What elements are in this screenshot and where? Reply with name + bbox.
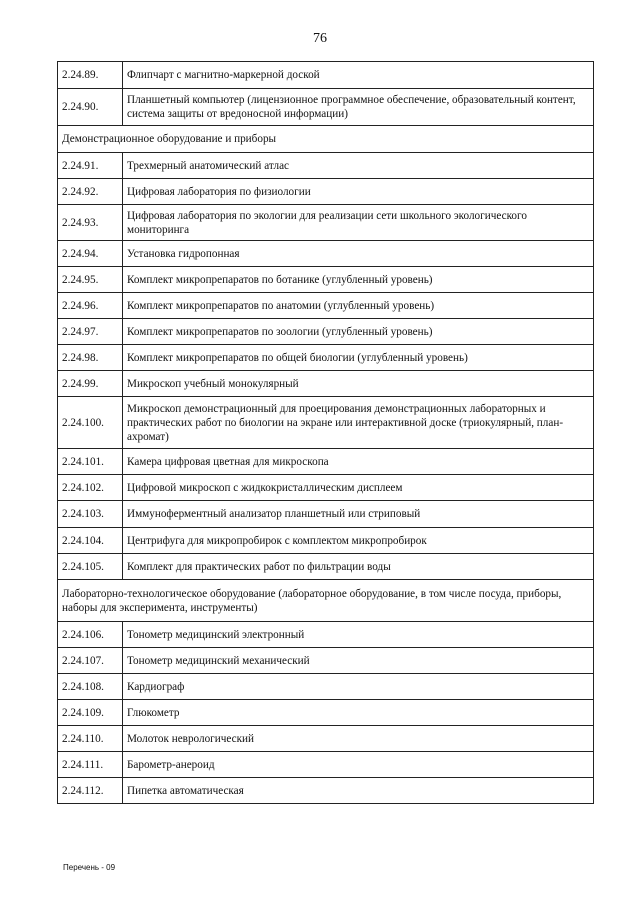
item-name: Барометр-анероид [123,752,594,778]
item-code: 2.24.95. [58,267,123,293]
table-row [58,726,594,752]
item-name: Комплект микропрепаратов по общей биологии (углубленный уровень) [123,345,594,371]
table-row [58,554,594,580]
item-code: 2.24.102. [58,475,123,501]
table-row [58,528,594,554]
item-code: 2.24.110. [58,726,123,752]
table-row [58,648,594,674]
item-name: Иммуноферментный анализатор планшетный или стриповый [123,501,594,528]
table-row [58,153,594,179]
item-name: Кардиограф [123,674,594,700]
item-name: Микроскоп учебный монокулярный [123,371,594,397]
table-row [58,293,594,319]
item-code: 2.24.99. [58,371,123,397]
table-row [58,179,594,205]
item-name: Флипчарт с магнитно-маркерной доской [123,62,594,89]
footer-label: Перечень - 09 [63,863,116,872]
table-row [58,397,594,449]
table-row [58,475,594,501]
item-name: Молоток неврологический [123,726,594,752]
item-code: 2.24.92. [58,179,123,205]
item-name: Установка гидропонная [123,241,594,267]
item-code: 2.24.103. [58,501,123,528]
table-row [58,449,594,475]
item-code: 2.24.104. [58,528,123,554]
item-name: Цифровая лаборатория по экологии для реализации сети школьного экологического мониторинга [123,205,594,241]
item-code: 2.24.109. [58,700,123,726]
item-code: 2.24.91. [58,153,123,179]
table-row [58,371,594,397]
item-code: 2.24.97. [58,319,123,345]
table-row [58,205,594,241]
item-code: 2.24.112. [58,778,123,804]
table-row [58,778,594,804]
table-row [58,62,594,89]
item-name: Цифровая лаборатория по физиологии [123,179,594,205]
item-name: Комплект микропрепаратов по ботанике (углубленный уровень) [123,267,594,293]
item-name: Трехмерный анатомический атлас [123,153,594,179]
item-code: 2.24.105. [58,554,123,580]
table-row [58,674,594,700]
table-row [58,345,594,371]
item-code: 2.24.107. [58,648,123,674]
item-name: Тонометр медицинский механический [123,648,594,674]
table-row [58,241,594,267]
page-number: 76 [313,31,327,46]
table-row [58,752,594,778]
equipment-table [57,61,594,804]
table-row [58,89,594,126]
item-code: 2.24.90. [58,89,123,126]
table-row [58,501,594,528]
item-code: 2.24.94. [58,241,123,267]
item-code: 2.24.111. [58,752,123,778]
item-code: 2.24.100. [58,397,123,449]
item-name: Комплект для практических работ по фильтрации воды [123,554,594,580]
item-name: Камера цифровая цветная для микроскопа [123,449,594,475]
item-name: Планшетный компьютер (лицензионное программное обеспечение, образовательный контент, система защиты от вредоносной информации) [123,89,594,126]
item-name: Цифровой микроскоп с жидкокристаллическим дисплеем [123,475,594,501]
item-code: 2.24.108. [58,674,123,700]
item-code: 2.24.106. [58,622,123,648]
item-code: 2.24.96. [58,293,123,319]
section-title: Демонстрационное оборудование и приборы [58,126,594,153]
section-title: Лабораторно-технологическое оборудование (лабораторное оборудование, в том числе посуда, приборы, наборы для эксперимента, инструменты) [58,580,594,622]
table-row [58,622,594,648]
item-name: Глюкометр [123,700,594,726]
item-code: 2.24.101. [58,449,123,475]
section-row [58,580,594,622]
section-row [58,126,594,153]
item-code: 2.24.89. [58,62,123,89]
item-name: Комплект микропрепаратов по зоологии (углубленный уровень) [123,319,594,345]
table-row [58,700,594,726]
item-name: Тонометр медицинский электронный [123,622,594,648]
item-code: 2.24.93. [58,205,123,241]
equipment-table-body [58,62,594,804]
item-code: 2.24.98. [58,345,123,371]
item-name: Центрифуга для микропробирок с комплектом микропробирок [123,528,594,554]
item-name: Микроскоп демонстрационный для проецирования демонстрационных лабораторных и практических работ по биологии на экране или интерактивной доске (триокулярный, план-ахромат) [123,397,594,449]
item-name: Комплект микропрепаратов по анатомии (углубленный уровень) [123,293,594,319]
table-row [58,319,594,345]
item-name: Пипетка автоматическая [123,778,594,804]
table-row [58,267,594,293]
